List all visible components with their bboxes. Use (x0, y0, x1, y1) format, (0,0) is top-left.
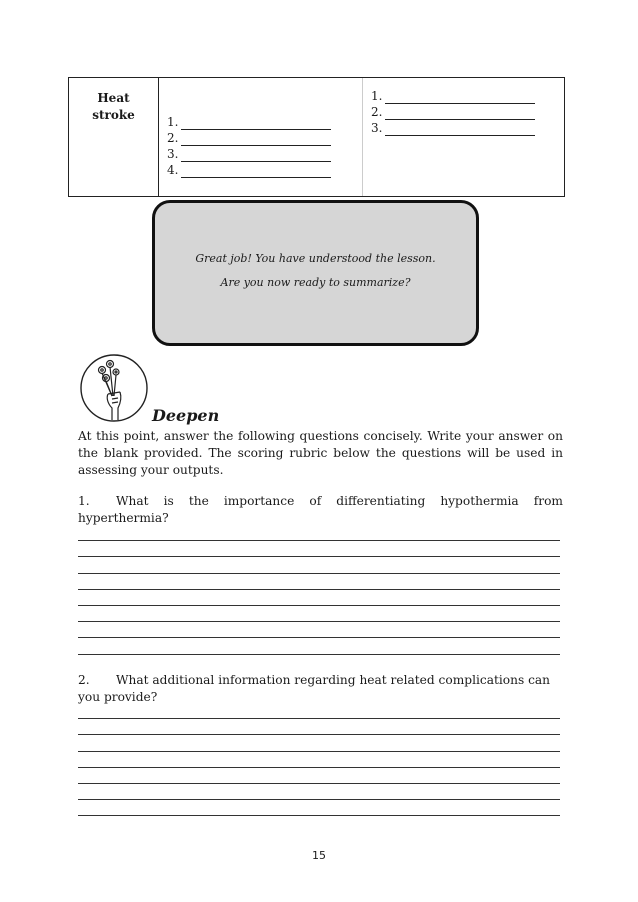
answer-line[interactable] (78, 719, 560, 735)
answer-cell-2 (363, 78, 564, 196)
encouragement-callout (152, 200, 479, 346)
answer-line[interactable] (78, 800, 560, 816)
section-intro: At this point, answer the following questions concisely. Write your answer on the blank provided. The scoring rubric below the questions will be used in assessing your outputs. (78, 429, 563, 477)
answer-line[interactable] (78, 541, 560, 557)
answer-line[interactable] (78, 574, 560, 590)
callout-line-2: Are you now ready to summarize? (220, 276, 411, 289)
blank-item[interactable]: 2. (167, 130, 331, 146)
condition-cell (69, 78, 159, 196)
blank-item[interactable]: 2. (371, 104, 535, 120)
answer-line[interactable] (78, 638, 560, 654)
answer-line[interactable] (78, 557, 560, 573)
answer-area-1[interactable] (78, 525, 560, 655)
section-title: Deepen (152, 406, 220, 425)
blank-list (371, 88, 535, 136)
callout-line-1: Great job! You have understood the lesson. (195, 252, 436, 265)
answer-line[interactable] (78, 735, 560, 751)
blank-item[interactable]: 3. (371, 120, 535, 136)
answer-line[interactable] (78, 606, 560, 622)
answer-line[interactable] (78, 768, 560, 784)
heat-condition-table (68, 77, 565, 197)
answer-line[interactable] (78, 784, 560, 800)
page-number: 15 (312, 849, 326, 862)
answer-line[interactable] (78, 525, 560, 541)
answer-cell-1 (159, 78, 363, 196)
blank-item[interactable]: 1. (167, 114, 331, 130)
question-number: 2. (78, 673, 90, 687)
question-text: What additional information regarding heat related complications can you provide? (78, 673, 551, 704)
answer-line[interactable] (78, 703, 560, 719)
blank-item[interactable]: 3. (167, 146, 331, 162)
condition-label: Heat stroke (92, 91, 135, 122)
blank-item[interactable]: 1. (371, 88, 535, 104)
question-2 (78, 672, 563, 706)
answer-line[interactable] (78, 622, 560, 638)
question-1 (78, 493, 563, 527)
blank-list (167, 114, 331, 178)
hand-holding-flowers-icon (78, 352, 150, 424)
answer-line[interactable] (78, 590, 560, 606)
blank-item[interactable]: 4. (167, 162, 331, 178)
answer-line[interactable] (78, 752, 560, 768)
answer-area-2[interactable] (78, 703, 560, 816)
question-text: What is the importance of differentiating hypothermia from hyperthermia? (78, 494, 563, 525)
question-number: 1. (78, 494, 90, 508)
